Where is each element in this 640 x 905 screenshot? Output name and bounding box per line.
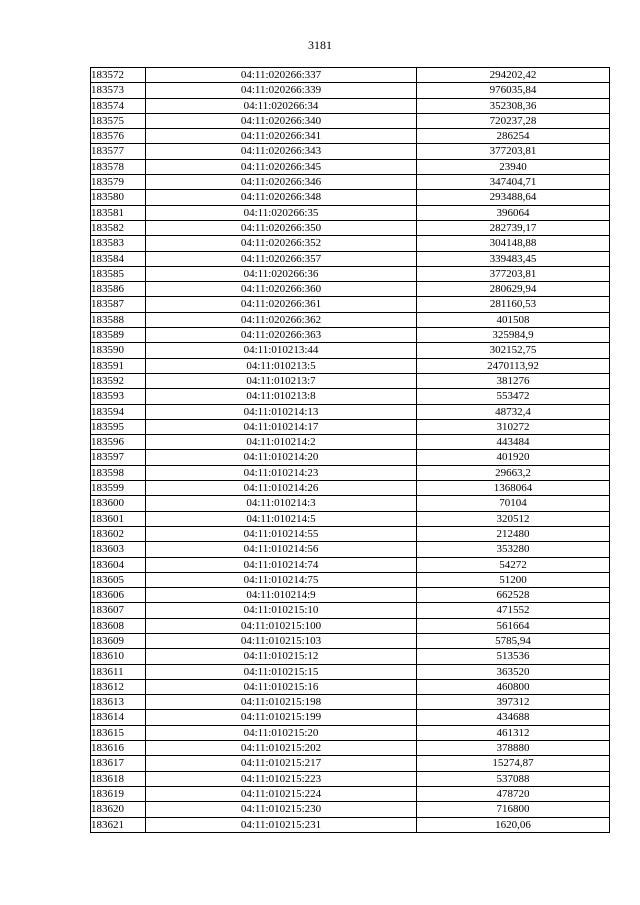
value-cell: 286254: [417, 129, 610, 144]
value-cell: 212480: [417, 526, 610, 541]
row-id-cell: 183575: [91, 113, 146, 128]
cadastral-number-cell: 04:11:010213:7: [146, 373, 417, 388]
cadastral-number-cell: 04:11:010215:217: [146, 756, 417, 771]
value-cell: 377203,81: [417, 266, 610, 281]
row-id-cell: 183596: [91, 435, 146, 450]
cadastral-number-cell: 04:11:010214:2: [146, 435, 417, 450]
cadastral-number-cell: 04:11:020266:348: [146, 190, 417, 205]
table-row: [91, 496, 610, 511]
value-cell: 363520: [417, 664, 610, 679]
table-row: [91, 328, 610, 343]
table-row: [91, 282, 610, 297]
row-id-cell: 183612: [91, 679, 146, 694]
table-row: [91, 511, 610, 526]
value-cell: 720237,28: [417, 113, 610, 128]
value-cell: 561664: [417, 618, 610, 633]
row-id-cell: 183592: [91, 373, 146, 388]
cadastral-number-cell: 04:11:010214:74: [146, 557, 417, 572]
table-row: [91, 343, 610, 358]
row-id-cell: 183588: [91, 312, 146, 327]
cadastral-number-cell: 04:11:010214:3: [146, 496, 417, 511]
cadastral-number-cell: 04:11:020266:345: [146, 159, 417, 174]
cadastral-number-cell: 04:11:010215:20: [146, 725, 417, 740]
value-cell: 51200: [417, 572, 610, 587]
table-row: [91, 633, 610, 648]
value-cell: 325984,9: [417, 328, 610, 343]
table-row: [91, 404, 610, 419]
table-row: [91, 786, 610, 801]
table-row: [91, 312, 610, 327]
table-row: [91, 542, 610, 557]
row-id-cell: 183585: [91, 266, 146, 281]
cadastral-number-cell: 04:11:010214:56: [146, 542, 417, 557]
table-row: [91, 373, 610, 388]
value-cell: 662528: [417, 588, 610, 603]
value-cell: 23940: [417, 159, 610, 174]
table-row: [91, 435, 610, 450]
registry-table-body: [91, 68, 610, 833]
cadastral-number-cell: 04:11:020266:337: [146, 68, 417, 83]
row-id-cell: 183586: [91, 282, 146, 297]
value-cell: 471552: [417, 603, 610, 618]
cadastral-number-cell: 04:11:010214:75: [146, 572, 417, 587]
value-cell: 54272: [417, 557, 610, 572]
row-id-cell: 183584: [91, 251, 146, 266]
table-row: [91, 266, 610, 281]
table-row: [91, 802, 610, 817]
cadastral-number-cell: 04:11:010213:8: [146, 389, 417, 404]
value-cell: 537088: [417, 771, 610, 786]
value-cell: 460800: [417, 679, 610, 694]
row-id-cell: 183594: [91, 404, 146, 419]
row-id-cell: 183619: [91, 786, 146, 801]
cadastral-number-cell: 04:11:010215:199: [146, 710, 417, 725]
cadastral-number-cell: 04:11:010215:15: [146, 664, 417, 679]
table-row: [91, 603, 610, 618]
cadastral-number-cell: 04:11:020266:362: [146, 312, 417, 327]
row-id-cell: 183581: [91, 205, 146, 220]
row-id-cell: 183613: [91, 695, 146, 710]
value-cell: 716800: [417, 802, 610, 817]
row-id-cell: 183576: [91, 129, 146, 144]
table-row: [91, 725, 610, 740]
value-cell: 281160,53: [417, 297, 610, 312]
cadastral-number-cell: 04:11:010214:13: [146, 404, 417, 419]
value-cell: 1368064: [417, 481, 610, 496]
value-cell: 976035,84: [417, 83, 610, 98]
row-id-cell: 183573: [91, 83, 146, 98]
cadastral-number-cell: 04:11:010215:16: [146, 679, 417, 694]
value-cell: 282739,17: [417, 220, 610, 235]
row-id-cell: 183602: [91, 526, 146, 541]
value-cell: 434688: [417, 710, 610, 725]
value-cell: 310272: [417, 419, 610, 434]
registry-table: [90, 67, 610, 833]
row-id-cell: 183607: [91, 603, 146, 618]
table-row: [91, 557, 610, 572]
table-row: [91, 710, 610, 725]
row-id-cell: 183606: [91, 588, 146, 603]
table-row: [91, 68, 610, 83]
row-id-cell: 183587: [91, 297, 146, 312]
table-row: [91, 572, 610, 587]
value-cell: 280629,94: [417, 282, 610, 297]
table-row: [91, 144, 610, 159]
cadastral-number-cell: 04:11:020266:35: [146, 205, 417, 220]
value-cell: 513536: [417, 649, 610, 664]
cadastral-number-cell: 04:11:010213:44: [146, 343, 417, 358]
cadastral-number-cell: 04:11:020266:340: [146, 113, 417, 128]
value-cell: 553472: [417, 389, 610, 404]
value-cell: 397312: [417, 695, 610, 710]
cadastral-number-cell: 04:11:010214:23: [146, 465, 417, 480]
cadastral-number-cell: 04:11:010215:10: [146, 603, 417, 618]
row-id-cell: 183591: [91, 358, 146, 373]
row-id-cell: 183599: [91, 481, 146, 496]
table-row: [91, 741, 610, 756]
cadastral-number-cell: 04:11:010215:103: [146, 633, 417, 648]
cadastral-number-cell: 04:11:020266:343: [146, 144, 417, 159]
table-row: [91, 190, 610, 205]
row-id-cell: 183572: [91, 68, 146, 83]
row-id-cell: 183574: [91, 98, 146, 113]
value-cell: 381276: [417, 373, 610, 388]
cadastral-number-cell: 04:11:020266:361: [146, 297, 417, 312]
value-cell: 378880: [417, 741, 610, 756]
row-id-cell: 183603: [91, 542, 146, 557]
row-id-cell: 183616: [91, 741, 146, 756]
row-id-cell: 183598: [91, 465, 146, 480]
cadastral-number-cell: 04:11:010214:20: [146, 450, 417, 465]
table-row: [91, 297, 610, 312]
cadastral-number-cell: 04:11:010213:5: [146, 358, 417, 373]
value-cell: 302152,75: [417, 343, 610, 358]
row-id-cell: 183578: [91, 159, 146, 174]
cadastral-number-cell: 04:11:010214:26: [146, 481, 417, 496]
table-row: [91, 205, 610, 220]
cadastral-number-cell: 04:11:010214:55: [146, 526, 417, 541]
value-cell: 320512: [417, 511, 610, 526]
cadastral-number-cell: 04:11:010215:12: [146, 649, 417, 664]
table-row: [91, 129, 610, 144]
table-row: [91, 389, 610, 404]
cadastral-number-cell: 04:11:020266:36: [146, 266, 417, 281]
value-cell: 48732,4: [417, 404, 610, 419]
table-row: [91, 83, 610, 98]
table-row: [91, 588, 610, 603]
row-id-cell: 183577: [91, 144, 146, 159]
cadastral-number-cell: 04:11:010215:198: [146, 695, 417, 710]
table-row: [91, 771, 610, 786]
value-cell: 293488,64: [417, 190, 610, 205]
value-cell: 443484: [417, 435, 610, 450]
cadastral-number-cell: 04:11:010215:231: [146, 817, 417, 832]
cadastral-number-cell: 04:11:010214:9: [146, 588, 417, 603]
value-cell: 347404,71: [417, 175, 610, 190]
cadastral-number-cell: 04:11:020266:350: [146, 220, 417, 235]
row-id-cell: 183601: [91, 511, 146, 526]
cadastral-number-cell: 04:11:020266:34: [146, 98, 417, 113]
row-id-cell: 183608: [91, 618, 146, 633]
table-row: [91, 98, 610, 113]
cadastral-number-cell: 04:11:020266:360: [146, 282, 417, 297]
value-cell: 294202,42: [417, 68, 610, 83]
value-cell: 401920: [417, 450, 610, 465]
value-cell: 70104: [417, 496, 610, 511]
row-id-cell: 183597: [91, 450, 146, 465]
value-cell: 401508: [417, 312, 610, 327]
value-cell: 29663,2: [417, 465, 610, 480]
row-id-cell: 183600: [91, 496, 146, 511]
table-row: [91, 358, 610, 373]
table-row: [91, 695, 610, 710]
table-row: [91, 220, 610, 235]
table-row: [91, 618, 610, 633]
row-id-cell: 183621: [91, 817, 146, 832]
value-cell: 377203,81: [417, 144, 610, 159]
row-id-cell: 183583: [91, 236, 146, 251]
cadastral-number-cell: 04:11:010215:202: [146, 741, 417, 756]
row-id-cell: 183589: [91, 328, 146, 343]
row-id-cell: 183580: [91, 190, 146, 205]
table-row: [91, 236, 610, 251]
cadastral-number-cell: 04:11:020266:346: [146, 175, 417, 190]
value-cell: 339483,45: [417, 251, 610, 266]
row-id-cell: 183620: [91, 802, 146, 817]
table-row: [91, 251, 610, 266]
row-id-cell: 183615: [91, 725, 146, 740]
row-id-cell: 183611: [91, 664, 146, 679]
cadastral-number-cell: 04:11:020266:357: [146, 251, 417, 266]
value-cell: 15274,87: [417, 756, 610, 771]
page-number: 3181: [308, 38, 332, 52]
value-cell: 5785,94: [417, 633, 610, 648]
value-cell: 461312: [417, 725, 610, 740]
cadastral-number-cell: 04:11:010215:100: [146, 618, 417, 633]
table-row: [91, 817, 610, 832]
cadastral-number-cell: 04:11:010214:5: [146, 511, 417, 526]
row-id-cell: 183582: [91, 220, 146, 235]
table-row: [91, 756, 610, 771]
value-cell: 2470113,92: [417, 358, 610, 373]
value-cell: 352308,36: [417, 98, 610, 113]
cadastral-number-cell: 04:11:010215:230: [146, 802, 417, 817]
row-id-cell: 183579: [91, 175, 146, 190]
table-row: [91, 419, 610, 434]
row-id-cell: 183604: [91, 557, 146, 572]
table-row: [91, 175, 610, 190]
table-row: [91, 679, 610, 694]
value-cell: 1620,06: [417, 817, 610, 832]
row-id-cell: 183593: [91, 389, 146, 404]
table-row: [91, 113, 610, 128]
value-cell: 353280: [417, 542, 610, 557]
row-id-cell: 183617: [91, 756, 146, 771]
table-row: [91, 159, 610, 174]
cadastral-number-cell: 04:11:010214:17: [146, 419, 417, 434]
row-id-cell: 183610: [91, 649, 146, 664]
cadastral-number-cell: 04:11:020266:352: [146, 236, 417, 251]
cadastral-number-cell: 04:11:020266:341: [146, 129, 417, 144]
table-row: [91, 664, 610, 679]
row-id-cell: 183618: [91, 771, 146, 786]
table-row: [91, 649, 610, 664]
cadastral-number-cell: 04:11:010215:224: [146, 786, 417, 801]
row-id-cell: 183595: [91, 419, 146, 434]
row-id-cell: 183609: [91, 633, 146, 648]
row-id-cell: 183614: [91, 710, 146, 725]
row-id-cell: 183605: [91, 572, 146, 587]
cadastral-number-cell: 04:11:010215:223: [146, 771, 417, 786]
value-cell: 478720: [417, 786, 610, 801]
value-cell: 304148,88: [417, 236, 610, 251]
value-cell: 396064: [417, 205, 610, 220]
row-id-cell: 183590: [91, 343, 146, 358]
table-row: [91, 526, 610, 541]
table-row: [91, 465, 610, 480]
table-row: [91, 481, 610, 496]
table-row: [91, 450, 610, 465]
cadastral-number-cell: 04:11:020266:363: [146, 328, 417, 343]
cadastral-number-cell: 04:11:020266:339: [146, 83, 417, 98]
